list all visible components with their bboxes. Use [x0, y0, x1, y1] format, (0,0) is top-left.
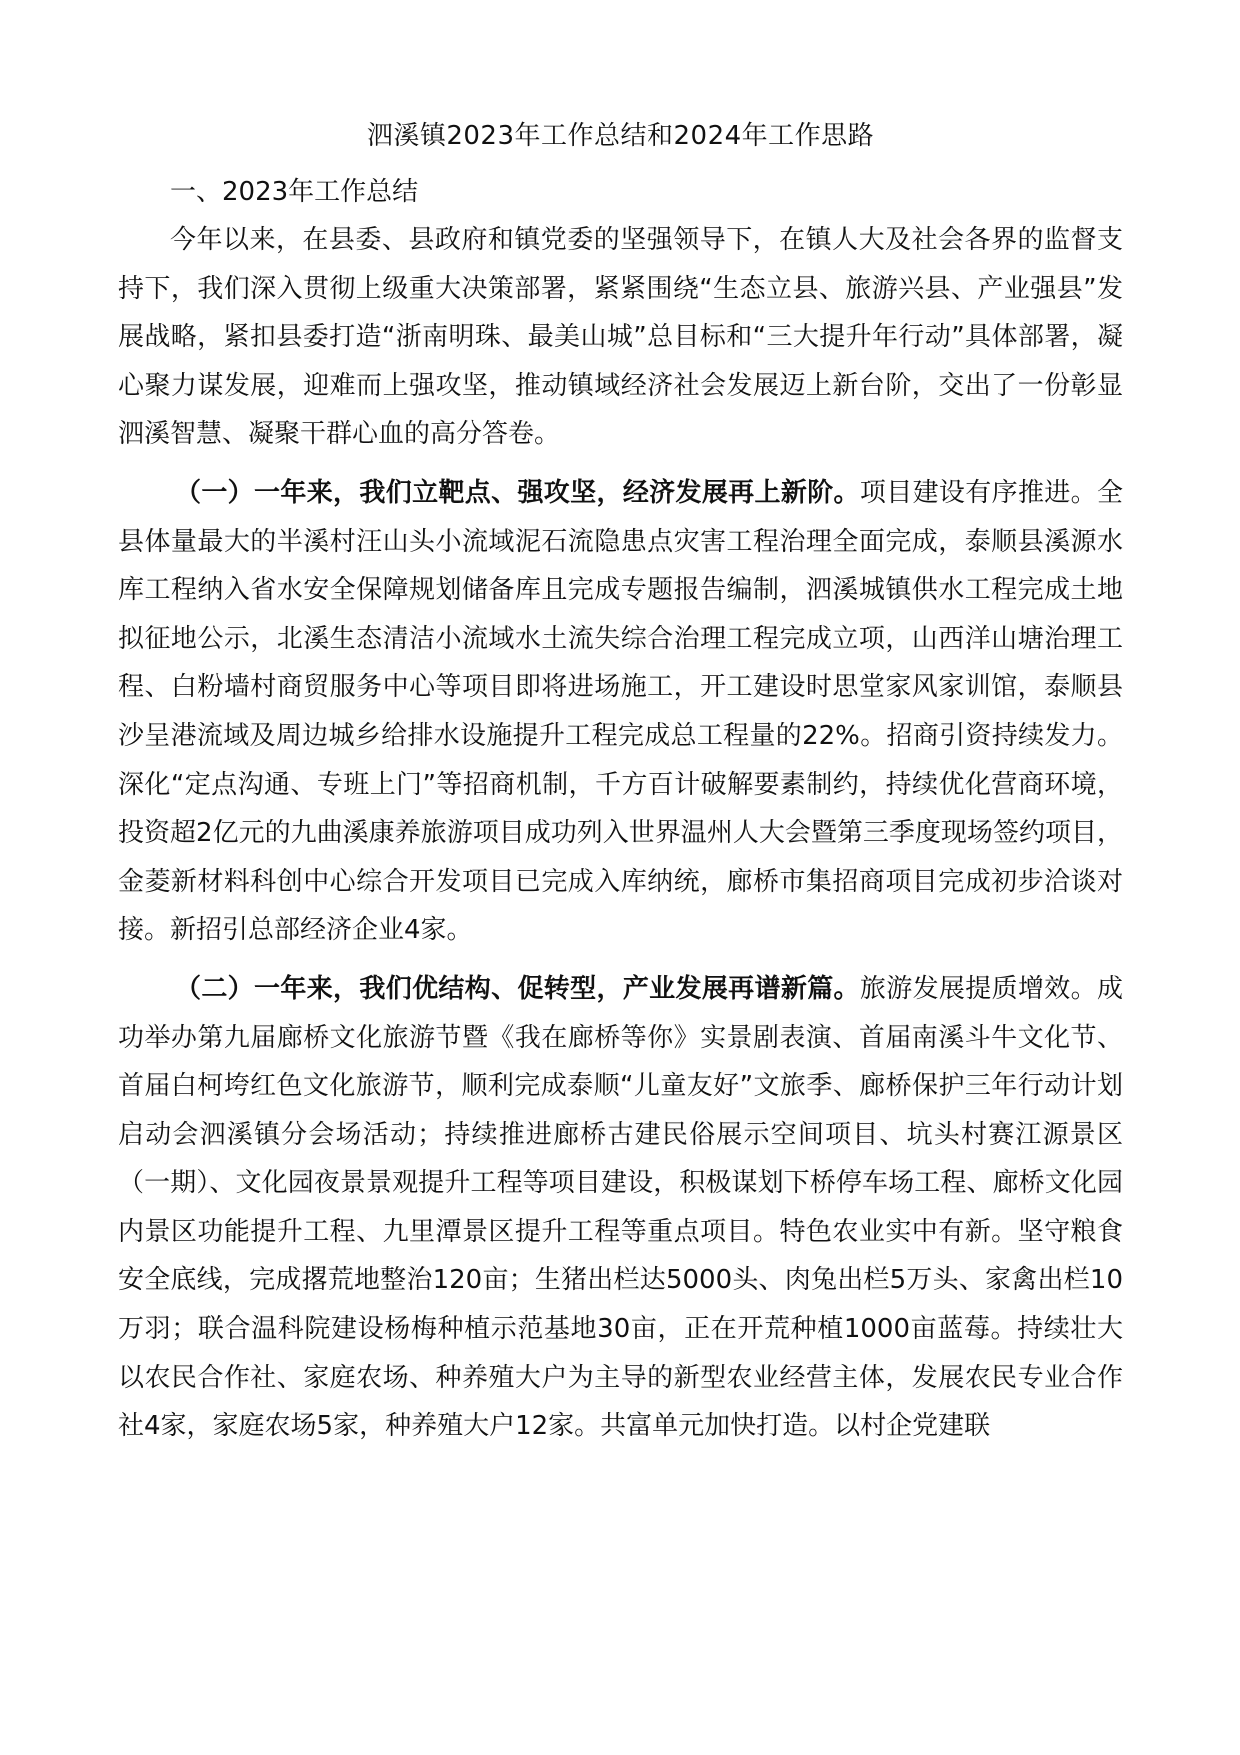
point-2-lead: （二）一年来，我们优结构、促转型，产业发展再谱新篇。	[175, 973, 860, 1004]
intro-paragraph: 今年以来，在县委、县政府和镇党委的坚强领导下，在镇人大及社会各界的监督支持下，我们深入贯彻上级重大决策部署，紧紧围绕“生态立县、旅游兴县、产业强县”发展战略，紧扣县委打造“浙南明珠、最美山城”总目标和“三大提升年行动”具体部署，凝心聚力谋发展，迎难而上强攻坚，推动镇域经济社会发展迈上新台阶，交出了一份彰显泗溪智慧、凝聚干群心血的高分答卷。	[118, 225, 1123, 450]
section-heading: 一、2023年工作总结	[170, 177, 419, 207]
point-1-lead: （一）一年来，我们立靶点、强攻坚，经济发展再上新阶。	[175, 477, 860, 508]
document-title: 泗溪镇2023年工作总结和2024年工作思路	[366, 121, 875, 151]
point-2-paragraph	[118, 965, 1123, 1451]
document-page	[118, 112, 1123, 1451]
point-2-body: 旅游发展提质增效。成功举办第九届廊桥文化旅游节暨《我在廊桥等你》实景剧表演、首届南溪斗牛文化节、首届白柯垮红色文化旅游节，顺利完成泰顺“儿童友好”文旅季、廊桥保护三年行动计划启动会泗溪镇分会场活动；持续推进廊桥古建民俗展示空间项目、坑头村赛江源景区（一期）、文化园夜景景观提升工程等项目建设，积极谋划下桥停车场工程、廊桥文化园内景区功能提升工程、九里潭景区提升工程等重点项目。特色农业实中有新。坚守粮食安全底线，完成撂荒地整治120亩；生猪出栏达5000头、肉兔出栏5万头、家禽出栏10万羽；联合温科院建设杨梅种植示范基地30亩，正在开荒种植1000亩蓝莓。持续壮大以农民合作社、家庭农场、种养殖大户为主导的新型农业经营主体，发展农民专业合作社4家，家庭农场5家，种养殖大户12家。共富单元加快打造。以村企党建联	[118, 973, 1123, 1442]
point-1-paragraph	[118, 469, 1123, 955]
point-1-body: 项目建设有序推进。全县体量最大的半溪村汪山头小流域泥石流隐患点灾害工程治理全面完成，泰顺县溪源水库工程纳入省水安全保障规划储备库且完成专题报告编制，泗溪城镇供水工程完成土地拟征地公示，北溪生态清洁小流域水土流失综合治理工程完成立项，山西洋山塘治理工程、白粉墙村商贸服务中心等项目即将进场施工，开工建设时思堂家风家训馆，泰顺县沙呈港流域及周边城乡给排水设施提升工程完成总工程量的22%。招商引资持续发力。深化“定点沟通、专班上门”等招商机制，千方百计破解要素制约，持续优化营商环境，投资超2亿元的九曲溪康养旅游项目成功列入世界温州人大会暨第三季度现场签约项目，金菱新材料科创中心综合开发项目已完成入库纳统，廊桥市集招商项目完成初步洽谈对接。新招引总部经济企业4家。	[118, 477, 1123, 946]
